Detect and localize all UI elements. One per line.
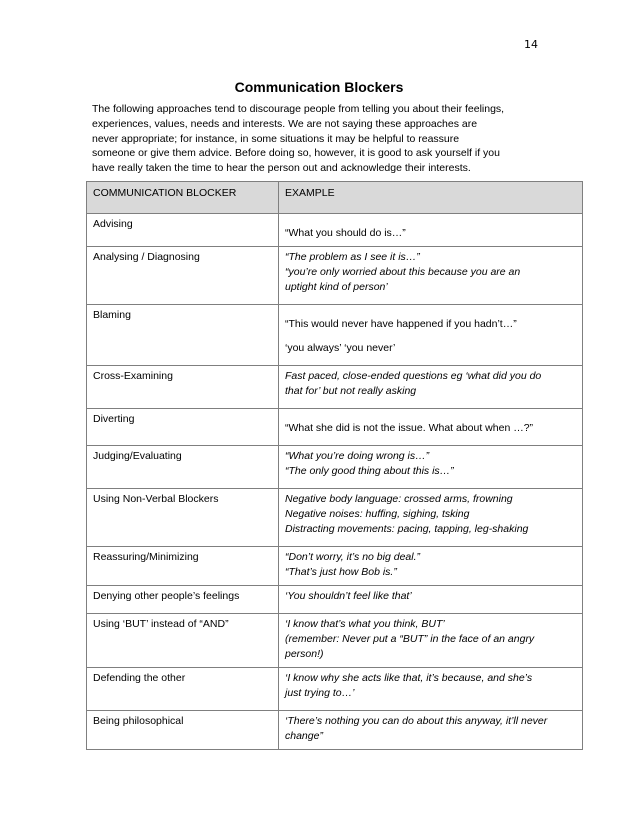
table-header-row	[87, 182, 583, 214]
blocker-cell: Judging/Evaluating	[87, 446, 279, 489]
blocker-cell: Blaming	[87, 305, 279, 366]
table-row	[87, 247, 583, 305]
table-row	[87, 409, 583, 446]
table-row	[87, 614, 583, 668]
table-row	[87, 305, 583, 366]
column-header-example: EXAMPLE	[279, 182, 583, 214]
example-cell	[279, 668, 583, 711]
example-line: Negative body language: crossed arms, frowning	[285, 493, 513, 505]
page-title: Communication Blockers	[234, 79, 404, 95]
blocker-cell: Cross-Examining	[87, 366, 279, 409]
blocker-cell: Diverting	[87, 409, 279, 446]
table-row	[87, 366, 583, 409]
blocker-cell: Denying other people’s feelings	[87, 586, 279, 614]
table-row	[87, 711, 583, 750]
blocker-cell: Advising	[87, 214, 279, 247]
example-cell	[279, 409, 583, 446]
example-line: Negative noises: huffing, sighing, tsking	[285, 508, 470, 520]
example-line: “What you should do is…”	[285, 227, 406, 239]
blocker-cell: Using Non-Verbal Blockers	[87, 489, 279, 547]
table-row	[87, 547, 583, 586]
example-line: just trying to…’	[285, 687, 355, 699]
blocker-cell: Being philosophical	[87, 711, 279, 750]
column-header-blocker: COMMUNICATION BLOCKER	[87, 182, 279, 214]
table-row	[87, 446, 583, 489]
example-line: “The only good thing about this is…”	[285, 465, 454, 477]
intro-line: never appropriate; for instance, in some situations it may be helpful to reassure	[92, 132, 460, 145]
blocker-cell: Defending the other	[87, 668, 279, 711]
intro-line: The following approaches tend to discourage people from telling you about their feelings,	[92, 103, 505, 115]
example-line: uptight kind of person’	[285, 281, 388, 293]
example-line: (remember: Never put a “BUT” in the face of an angry	[285, 633, 535, 645]
intro-line: experiences, values, needs and interests. We are not saying these approaches are	[92, 117, 478, 130]
table-row	[87, 214, 583, 247]
example-line: “you’re only worried about this because you are an	[285, 266, 521, 278]
example-line: “This would never have happened if you hadn’t…”	[285, 318, 517, 330]
intro-paragraph	[92, 102, 562, 176]
example-line: Distracting movements: pacing, tapping, leg-shaking	[285, 523, 529, 535]
example-cell	[279, 711, 583, 750]
blocker-cell: Analysing / Diagnosing	[87, 247, 279, 305]
example-cell	[279, 489, 583, 547]
table-row	[87, 668, 583, 711]
blocker-cell: Using ‘BUT’ instead of “AND”	[87, 614, 279, 668]
example-cell	[279, 214, 583, 247]
example-line: ‘You shouldn’t feel like that’	[285, 590, 412, 602]
example-line: ‘you always’ ‘you never’	[285, 342, 396, 354]
table-row	[87, 586, 583, 614]
example-cell	[279, 366, 583, 409]
example-cell	[279, 247, 583, 305]
example-line: change”	[285, 730, 323, 742]
example-cell	[279, 446, 583, 489]
example-line: “The problem as I see it is…”	[285, 251, 420, 263]
example-cell	[279, 547, 583, 586]
example-line: ‘I know why she acts like that, it’s because, and she’s	[285, 672, 533, 684]
example-cell	[279, 305, 583, 366]
example-cell	[279, 614, 583, 668]
example-line: person!)	[285, 648, 324, 660]
page-number: 14	[524, 38, 538, 51]
example-line: “Don’t worry, it’s no big deal.”	[285, 551, 420, 563]
example-line: “That’s just how Bob is.”	[285, 566, 397, 578]
blocker-cell: Reassuring/Minimizing	[87, 547, 279, 586]
communication-blockers-table	[86, 181, 583, 750]
intro-line: someone or give them advice. Before doing so, however, it is good to ask yourself if you	[92, 147, 500, 160]
example-line: ‘I know that’s what you think, BUT’	[285, 618, 445, 630]
example-line: Fast paced, close-ended questions eg ‘what did you do	[285, 370, 542, 382]
example-line: “What she did is not the issue. What about when …?”	[285, 422, 534, 434]
table-row	[87, 489, 583, 547]
example-line: that for’ but not really asking	[285, 385, 417, 397]
example-line: “What you’re doing wrong is…”	[285, 450, 430, 462]
example-cell	[279, 586, 583, 614]
example-line: ‘There’s nothing you can do about this anyway, it’ll never	[285, 715, 548, 727]
intro-line: have really taken the time to hear the person out and acknowledge their interests.	[92, 162, 471, 175]
